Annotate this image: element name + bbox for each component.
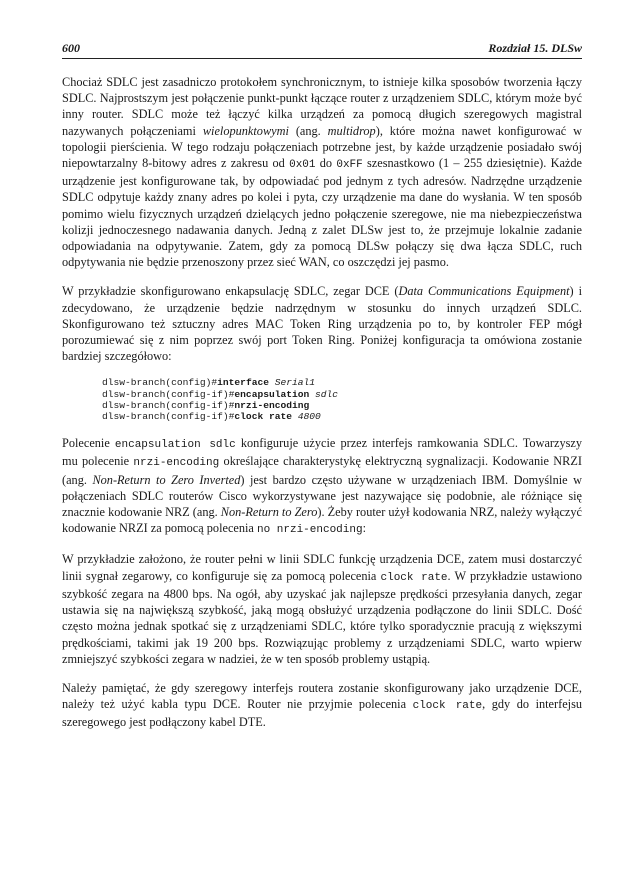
chapter-title: Rozdział 15. DLSw	[488, 41, 582, 55]
page-number: 600	[62, 41, 80, 55]
paragraph-sdlc-intro: Chociaż SDLC jest zasadniczo protokołem synchronicznym, to istnieje kilka sposobów tworzenia łączy SDLC. Najprostszym jest połączenie punkt-punkt łączące router z urządzeniem SDLC, którym może być inny router. SDLC może też łączyć kilka urządzeń za pomocą długich szeregowych magistral nazywanych połączeniami wielopunktowymi (ang. multidrop), które można nawet konfigurować w topologii pierścienia. W tego rodzaju połączeniach potrzebne jest, by każde urządzenie posiadało swój niepowtarzalny 8-bitowy adres z zakresu od 0x01 do 0xFF szesnastkowo (1 – 255 dziesiętnie). Każde urządzenie jest konfigurowane tak, by odpowiadać pod jednym z tych adresów. Nadrzędne urządzenie SDLC odpytuje każdy znany adres po kolei i pyta, czy urządzenie ma dane do wysłania. W ten sposób pomimo wielu fizycznych urządzeń dzielących jedno połączenie szeregowe, nie ma niebezpieczeństwa kolizji jednoczesnego nadawania danych. Jedną z zalet DLSw jest to, że przejmuje lokalnie zadanie odpowiadania na odpytywanie. Zatem, gdy za pomocą DLSw połączy się dwa łącza SDLC, ruch odpytywania nie będzie przenoszony przez sieć WAN, co oszczędzi jej pasmo.	[62, 75, 583, 270]
code-line: dlsw-branch(config-if)#clock rate 4800	[102, 411, 321, 423]
code-line: dlsw-branch(config-if)#encapsulation sdlc	[102, 388, 339, 400]
running-header	[62, 40, 582, 59]
paragraph-clock-rate: W przykładzie założono, że router pełni w linii SDLC funkcję urządzenia DCE, zatem musi dostarczyć linii sygnał zegarowy, co konfiguruje się za pomocą polecenia clock rate. W przykładzie ustawiono szybkość zegara na 4800 bps. Na ogół, aby uzyskać jak najlepsze prędkości przesyłania danych, zegar ustawia się na największą szybkość, jaką mogą obsłużyć urządzenia podłączone do linii SDLC. Dość często można jednak spotkać się z urządzeniami SDLC, które tylko sporadycznie pracują z większymi prędkościami, takimi jak 19 200 bps. Rozwiązując problemy z urządzeniami SDLC, warto wpierw zmniejszyć szybkości zegara w nadziei, że w ten sposób problemy ustąpią.	[62, 552, 582, 666]
code-line: dlsw-branch(config-if)#nrzi-encoding	[102, 399, 310, 411]
config-code-block	[102, 377, 582, 422]
paragraph-encapsulation: Polecenie encapsulation sdlc konfiguruje użycie przez interfejs ramkowania SDLC. Towarzyszy mu polecenie nrzi-encoding określające charakterystykę elektryczną sygnalizacji. Kodowanie NRZI (ang. Non-Return to Zero Inverted) jest bardzo często używane w urządzeniach IBM. Domyślnie w połączeniach SDLC routerów Cisco wykorzystywane jest nazywające się podobnie, ale różniące się znacznie kodowanie NRZ (ang. Non-Return to Zero). Żeby router użył kodowania NRZ, należy wyłączyć kodowanie NRZI za pomocą polecenia no nrzi-encoding:	[62, 436, 583, 537]
paragraph-example-config: W przykładzie skonfigurowano enkapsulację SDLC, zegar DCE (Data Communications Equipment) i zdecydowano, że urządzenie będzie nadrzędnym w stosunku do innych urządzeń SDLC. Skonfigurowano też sztuczny adres MAC Token Ring urządzenia po to, by kontroler FEP mógł porozumiewać się z nim poprzez swój port Token Ring. Poniżej konfiguracja ta omówiona zostanie bardziej szczegółowo:	[62, 284, 582, 364]
paragraph-dce-cable: Należy pamiętać, że gdy szeregowy interfejs routera zostanie skonfigurowany jako urządzenie DCE, należy też użyć kabla typu DCE. Router nie przyjmie polecenia clock rate, gdy do interfejsu szeregowego jest podłączony kabel DTE.	[62, 680, 583, 730]
book-page	[62, 40, 582, 731]
code-line: dlsw-branch(config)#interface Serial1	[102, 377, 316, 389]
